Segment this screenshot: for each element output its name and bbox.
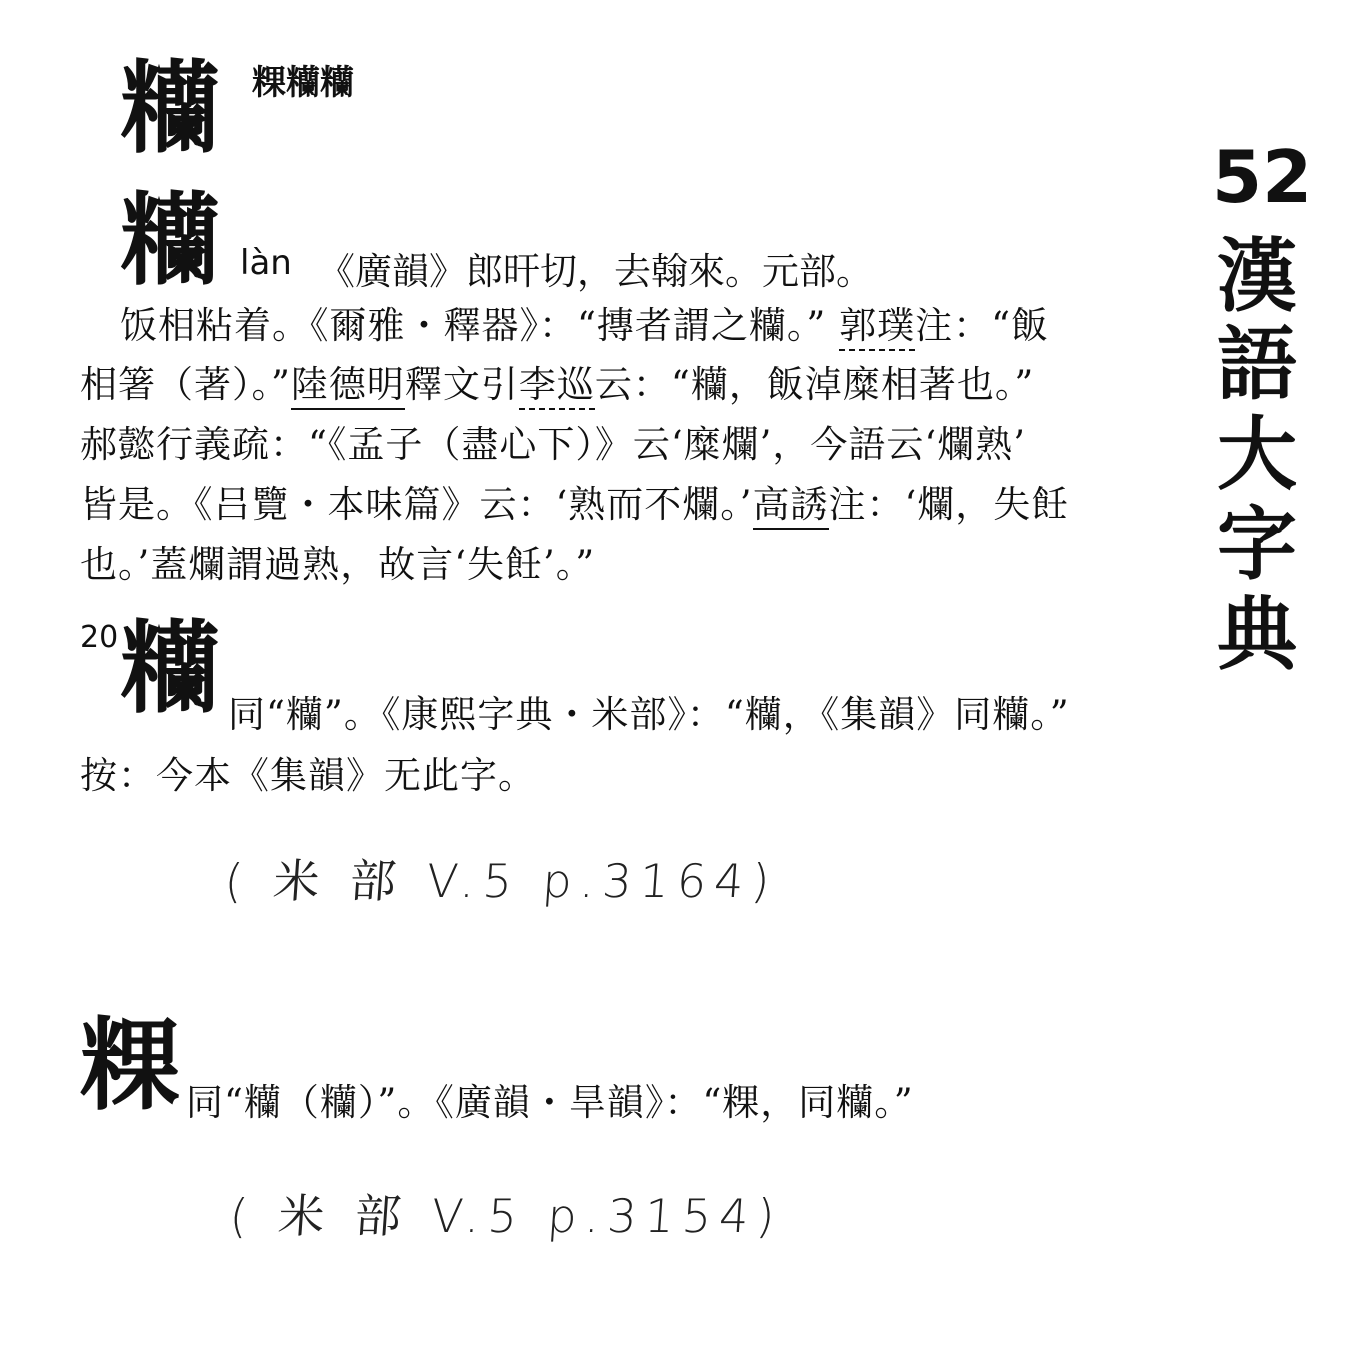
volume-number: 52 <box>1212 135 1313 219</box>
entry1-pinyin: làn <box>240 243 292 283</box>
definition-text: 云：“糷，飯淖糜相著也。” <box>594 363 1035 406</box>
definition-line-3 <box>80 423 1026 466</box>
person-gao-you: 高誘 <box>753 483 829 530</box>
definition-text: 注：‘爛，失飪 <box>828 483 1070 526</box>
entry1-headword-main: 糷 <box>120 181 220 299</box>
entry1-headword: 糷 <box>120 49 220 167</box>
definition-text: 釋文引 <box>404 363 519 406</box>
entry2-definition-line-2: 按：今本《集韻》无此字。 <box>80 754 536 797</box>
definition-text: 注：“飯 <box>915 304 1050 347</box>
entry2-definition-line-1: 同“糷”。《康熙字典・米部》：“糷，《集韻》同糷。” <box>228 693 1070 736</box>
title-char-4: 字 <box>1217 497 1297 591</box>
entry3-definition: 同“糷（糷）”。《廣韻・旱韻》：“粿，同糷。” <box>186 1081 914 1124</box>
person-li-xun: 李巡 <box>519 363 595 410</box>
entry3-headword: 粿 <box>80 1006 180 1124</box>
title-char-2: 語 <box>1217 317 1297 411</box>
definition-text: 也。’蓋爛謂過熟，故言‘失飪’。” <box>80 543 596 586</box>
definition-text: 饭相粘着。《爾雅・釋器》：“摶者謂之糷。” <box>120 304 827 347</box>
handwritten-reference-2: ( 米 部 V.5 p.3154) <box>227 1189 785 1243</box>
definition-line-4 <box>80 483 1070 526</box>
title-char-1: 漢 <box>1217 229 1297 323</box>
title-char-5: 典 <box>1217 587 1297 681</box>
definition-line-5 <box>80 543 596 586</box>
definition-line-1 <box>80 304 1050 347</box>
definition-line-2 <box>80 363 1035 406</box>
entry1-variant-forms: 粿糷糷 <box>252 63 354 103</box>
entry1-phonetics: 《廣韻》郎旰切，去翰來。元部。 <box>318 250 873 293</box>
person-lu-deming: 陸德明 <box>291 363 405 410</box>
person-guopu: 郭璞 <box>839 304 915 351</box>
handwritten-reference-1: ( 米 部 V.5 p.3164) <box>222 854 780 908</box>
definition-text: 相箸（著）。” <box>80 363 291 406</box>
entry2-headword: 糷 <box>120 609 220 727</box>
stroke-count: 20 <box>80 620 119 655</box>
title-char-3: 大 <box>1217 407 1297 501</box>
definition-text: 皆是。《吕覽・本味篇》云：‘熟而不爛。’ <box>80 483 753 526</box>
definition-text: 郝懿行義疏：“《孟子（盡心下）》云‘糜爛’，今語云‘爛熟’ <box>80 423 1026 466</box>
